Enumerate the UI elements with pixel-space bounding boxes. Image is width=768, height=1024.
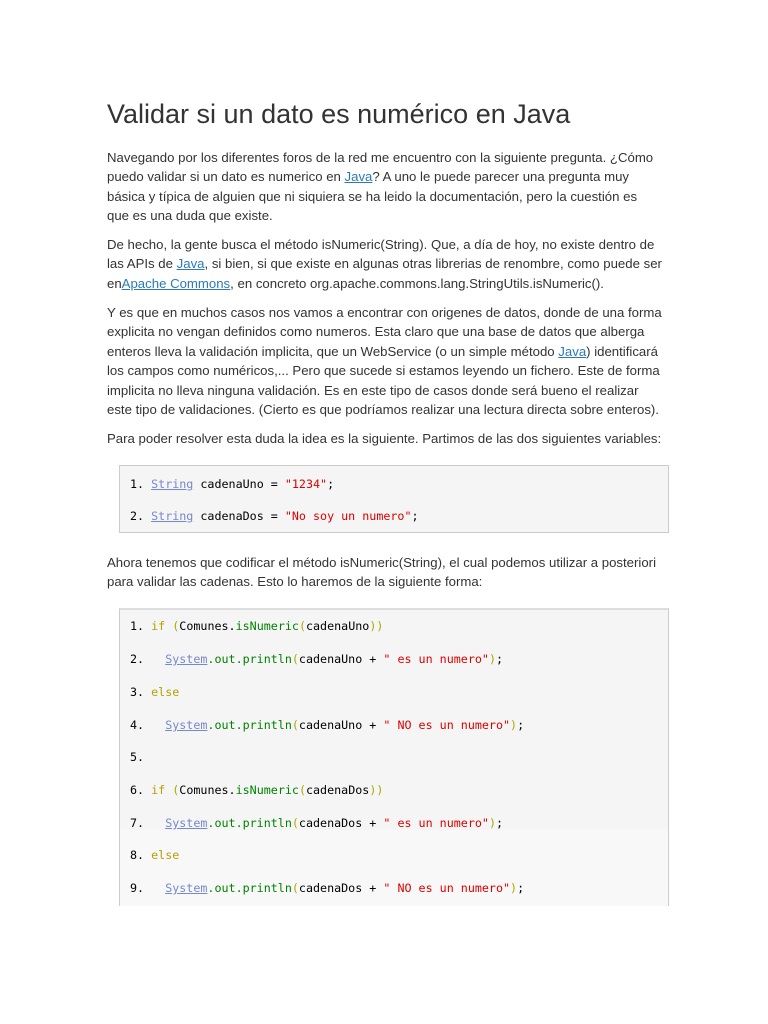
- method-name: isNumeric: [235, 619, 299, 633]
- paragraph-line: explicita no vengan definidos como numeros. Esta claro que una base de datos que alberga: [107, 324, 645, 340]
- paren: ): [510, 881, 518, 895]
- line-number: 2.: [130, 509, 152, 523]
- paragraph-line: para validar las cadenas. Esto lo haremos de la siguiente forma:: [107, 574, 483, 590]
- method-name: .out.println: [207, 718, 292, 732]
- code-block-isnumeric: [119, 608, 669, 906]
- code-line: [130, 783, 383, 797]
- method-name: .out.println: [207, 881, 292, 895]
- code-token: cadenaUno +: [298, 652, 384, 666]
- paragraph-line: este tipo de validaciones. (Cierto es que podríamos realizar una lectura directa sobre enteros).: [107, 402, 659, 418]
- code-line: [130, 718, 524, 732]
- keyword: else: [151, 685, 180, 699]
- line-number: 1.: [130, 619, 152, 633]
- code-block-variables: [119, 465, 669, 533]
- paren: (: [172, 619, 180, 633]
- type-token[interactable]: System: [165, 816, 208, 830]
- string-literal: " es un numero": [383, 652, 489, 666]
- string-literal: "No soy un numero": [284, 509, 412, 523]
- code-token: ;: [411, 509, 419, 523]
- paragraph-line: Y es que en muchos casos nos vamos a encontrar con origenes de datos, donde de una forma: [107, 305, 662, 320]
- paragraph-line: que es una duda que existe.: [107, 208, 273, 224]
- code-line: [130, 652, 503, 666]
- paragraph-line: básica y típica de alguien que ni siquiera se ha leido la documentación, pero la cuestión es: [107, 188, 638, 204]
- code-token: cadenaDos: [305, 783, 370, 797]
- method-name: isNumeric: [235, 783, 299, 797]
- paren: (: [298, 783, 306, 797]
- text-run: en: [107, 275, 122, 291]
- method-name: .out.println: [207, 816, 292, 830]
- code-token: cadenaUno: [305, 619, 370, 633]
- paragraph-line: implicita no lleva ninguna validación. Es en este tipo de casos donde será bueno el realizar: [107, 382, 639, 398]
- keyword: else: [151, 848, 180, 862]
- code-token: ;: [517, 881, 525, 895]
- code-token: ;: [495, 816, 504, 830]
- code-line: [130, 477, 334, 491]
- text-run: puedo validar si un dato es numerico en: [107, 169, 345, 185]
- java-link[interactable]: Java: [558, 343, 587, 359]
- text-run: ? A uno le puede parecer una pregunta muy: [372, 169, 630, 185]
- code-line: [130, 509, 419, 523]
- paragraph-method-intro: [107, 553, 663, 592]
- paren: ): [488, 652, 496, 666]
- line-number: 6.: [130, 783, 152, 797]
- line-number: 3.: [130, 685, 152, 699]
- line-number: 8.: [130, 848, 152, 862]
- code-token: Comunes.: [179, 783, 236, 797]
- line-number: 2.: [130, 652, 166, 666]
- code-token: cadenaDos +: [298, 816, 384, 830]
- type-token[interactable]: System: [165, 718, 208, 732]
- code-line: [130, 685, 179, 699]
- code-token: ;: [495, 652, 504, 666]
- paren: )): [369, 619, 384, 633]
- paren: )): [369, 783, 384, 797]
- text-run: las APIs de: [107, 256, 177, 272]
- paragraph-line: Para poder resolver esta duda la idea es la siguiente. Partimos de las dos siguientes variables:: [107, 431, 662, 446]
- paren: (: [291, 718, 299, 732]
- string-literal: " es un numero": [383, 816, 489, 830]
- page-title: Validar si un dato es numérico en Java: [107, 99, 571, 129]
- paren: (: [291, 816, 299, 830]
- text-run: ) identificará: [586, 343, 658, 359]
- line-number: 9.: [130, 881, 166, 895]
- string-literal: "1234": [284, 477, 328, 491]
- paren: ): [510, 718, 518, 732]
- type-token[interactable]: String: [151, 477, 194, 491]
- code-line: [130, 881, 524, 895]
- code-line: [130, 750, 144, 764]
- paragraph-line: [107, 342, 663, 361]
- paragraph-line: [107, 254, 663, 273]
- paragraph-line: Navegando por los diferentes foros de la red me encuentro con la siguiente pregunta. ¿Cómo: [107, 150, 654, 165]
- paragraph-line: [107, 167, 663, 186]
- code-line: [130, 816, 503, 830]
- line-number: 7.: [130, 816, 166, 830]
- line-number: 5.: [130, 750, 145, 764]
- paragraph-isnumeric: [107, 235, 663, 293]
- java-link[interactable]: Java: [344, 169, 373, 185]
- line-number: 1.: [130, 477, 152, 491]
- apache-commons-link[interactable]: Apache Commons: [121, 275, 231, 291]
- paragraph-intro: [107, 148, 663, 226]
- keyword: if: [151, 783, 166, 797]
- text-run: , en concreto org.apache.commons.lang.StringUtils.isNumeric().: [230, 275, 604, 291]
- paragraph-line: [107, 274, 663, 293]
- paragraph-data-sources: [107, 303, 663, 419]
- code-token: Comunes.: [179, 619, 236, 633]
- string-literal: " NO es un numero": [383, 881, 511, 895]
- paragraph-line: los campos como numéricos,... Pero que sucede si estamos leyendo un fichero. Este de forma: [107, 363, 660, 379]
- text-run: enteros lleva la validación implicita, que un WebService (o un simple método: [107, 343, 559, 359]
- code-line: [130, 848, 179, 862]
- paren: (: [298, 619, 306, 633]
- text-run: , si bien, si que existe en algunas otras librerias de renombre, como puede ser: [204, 256, 662, 272]
- paren: (: [172, 783, 180, 797]
- code-line: [130, 619, 383, 633]
- paragraph-variables-intro: [107, 429, 663, 448]
- code-token: cadenaUno +: [298, 718, 384, 732]
- paren: (: [291, 881, 299, 895]
- keyword: if: [151, 619, 166, 633]
- type-token[interactable]: String: [151, 509, 194, 523]
- paren: (: [291, 652, 299, 666]
- string-literal: " NO es un numero": [383, 718, 511, 732]
- line-number: 4.: [130, 718, 166, 732]
- code-token: ;: [327, 477, 335, 491]
- type-token[interactable]: System: [165, 652, 208, 666]
- code-token: cadenaDos +: [298, 881, 384, 895]
- type-token[interactable]: System: [165, 881, 208, 895]
- method-name: .out.println: [207, 652, 292, 666]
- code-token: ;: [517, 718, 525, 732]
- paren: ): [488, 816, 496, 830]
- java-link[interactable]: Java: [176, 256, 205, 272]
- code-token: cadenaDos =: [193, 509, 285, 523]
- code-token: cadenaUno =: [193, 477, 285, 491]
- paragraph-line: De hecho, la gente busca el método isNumeric(String). Que, a día de hoy, no existe dentro de: [107, 237, 655, 252]
- paragraph-line: Ahora tenemos que codificar el método isNumeric(String), el cual podemos utilizar a posteriori: [107, 555, 656, 570]
